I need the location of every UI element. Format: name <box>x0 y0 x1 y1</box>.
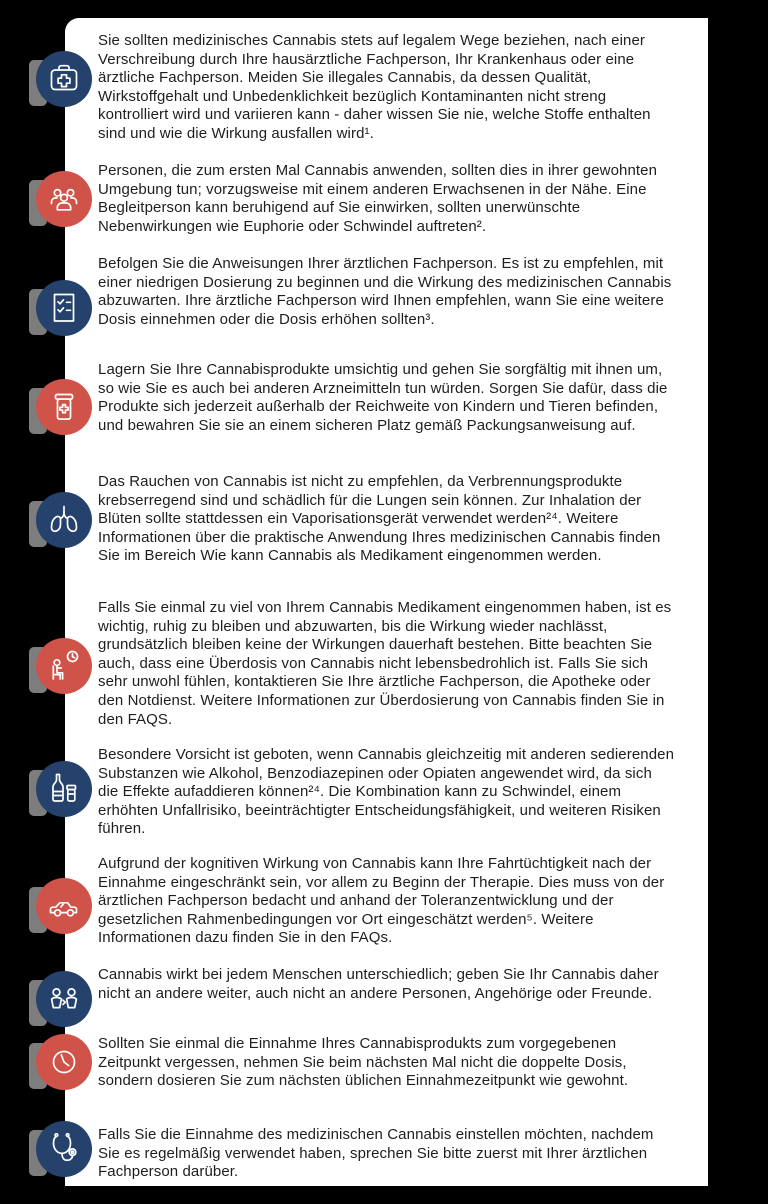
alcohol-pills-icon <box>36 761 92 817</box>
guideline-text: Cannabis wirkt bei jedem Menschen unterschiedlich; geben Sie Ihr Cannabis daher nicht an andere weiter, auch nicht an andere Personen, Angehörige oder Freunde. <box>98 966 659 1002</box>
guideline-text: Personen, die zum ersten Mal Cannabis anwenden, sollten dies in ihrer gewohnten Umgebung tun; vorzugsweise mit einem anderen Erwachsenen in der Nähe. Eine Begleitperson kann beruhigend auf Sie einwirken, sollten unerwünschte Nebenwirkungen wie Euphorie oder Schwindel auftreten². <box>98 162 658 235</box>
guideline-text: Falls Sie die Einnahme des medizinischen Cannabis einstellen möchten, nachdem Sie es regelmäßig verwendet haben, sprechen Sie bitte zuerst mit Ihrer ärztlichen Fachperson darüber. <box>98 1126 654 1181</box>
car-icon <box>36 878 92 934</box>
medical-kit-icon <box>36 51 92 107</box>
clock-icon <box>36 1034 92 1090</box>
medicine-jar-icon <box>36 379 92 435</box>
no-sharing-persons-icon <box>36 971 92 1027</box>
guideline-text: Sollten Sie einmal die Einnahme Ihres Cannabisprodukts zum vorgegebenen Zeitpunkt vergessen, nehmen Sie beim nächsten Mal nicht die doppelte Dosis, sondern dosieren Sie zum nächsten üblichen Einnahmezeitpunkt wie gewohnt. <box>98 1035 629 1090</box>
guideline-text: Aufgrund der kognitiven Wirkung von Cannabis kann Ihre Fahrtüchtigkeit nach der Einnahme eingeschränkt sein, vor allem zu Beginn der Therapie. Dies muss von der ärztlichen Fachperson bedacht und anhand der Toleranzentwicklung und der gesetzlichen Rahmenbedingungen vor Ort eingeschätzt werden⁵. Weitere Informationen dazu finden Sie in den FAQs. <box>98 855 665 947</box>
lungs-icon <box>36 492 92 548</box>
guideline-text: Lagern Sie Ihre Cannabisprodukte umsichtig und gehen Sie sorgfältig mit ihnen um, so wie Sie es auch bei anderen Arzneimitteln tun würden. Sorgen Sie dafür, dass die Produkte sich jederzeit außerhalb der Reichweite von Kindern und Tieren befinden, und bewahren Sie sie an einem sicheren Platz gemäß Packungsanweisung auf. <box>98 361 668 434</box>
guideline-text: Befolgen Sie die Anweisungen Ihrer ärztlichen Fachperson. Es ist zu empfehlen, mit einer niedrigen Dosierung zu beginnen und die Wirkung des medizinischen Cannabis abzuwarten. Ihre ärztliche Fachperson wird Ihnen empfehlen, wann Sie eine weitere Dosis einnehmen oder die Dosis erhöhen sollten³. <box>98 255 672 328</box>
guideline-text: Besondere Vorsicht ist geboten, wenn Cannabis gleichzeitig mit anderen sedierenden Substanzen wie Alkohol, Benzodiazepinen oder Opiaten angewendet wird, da sich die Effekte aufaddieren können²⁴. Die Kombination kann zu Schwindel, einem erhöhten Unfallrisiko, beeinträchtigter Entscheidungsfähigkeit, und weiteren Risiken führen. <box>98 746 675 838</box>
guidelines-card <box>65 18 708 1186</box>
waiting-person-clock-icon <box>36 638 92 694</box>
group-icon <box>36 171 92 227</box>
stethoscope-icon <box>36 1121 92 1177</box>
checklist-icon <box>36 280 92 336</box>
guideline-text: Falls Sie einmal zu viel von Ihrem Cannabis Medikament eingenommen haben, ist es wichtig, ruhig zu bleiben und abzuwarten, bis die Wirkung wieder nachlässt, grundsätzlich bleiben keine der Wirkungen dauerhaft bestehen. Bitte beachten Sie auch, dass eine Überdosis von Cannabis nicht lebensbedrohlich ist. Falls Sie sich sehr unwohl fühlen, kontaktieren Sie Ihre ärztliche Fachperson, die Apotheke oder den Notdienst. Weitere Informationen zur Überdosierung von Cannabis finden Sie in den FAQS. <box>98 599 672 728</box>
guideline-text: Sie sollten medizinisches Cannabis stets auf legalem Wege beziehen, nach einer Verschreibung durch Ihre hausärztliche Fachperson, Ihr Krankenhaus oder eine ärztliche Fachperson. Meiden Sie illegales Cannabis, da dessen Qualität, Wirkstoffgehalt und Unbedenklichkeit bezüglich Kontaminanten nicht streng kontrolliert wird und variieren kann - daher wissen Sie nie, welche Stoffe enthalten sind und wie die Wirkung ausfallen wird¹. <box>98 32 651 142</box>
guideline-text: Das Rauchen von Cannabis ist nicht zu empfehlen, da Verbrennungsprodukte krebserregend sind und schädlich für die Lungen sein können. Zur Inhalation der Blüten sollte stattdessen ein Vaporisationsgerät verwendet werden²⁴. Weitere Informationen über die praktische Anwendung Ihres medizinischen Cannabis finden Sie im Bereich Wie kann Cannabis als Medikament eingenommen werden. <box>98 473 661 565</box>
